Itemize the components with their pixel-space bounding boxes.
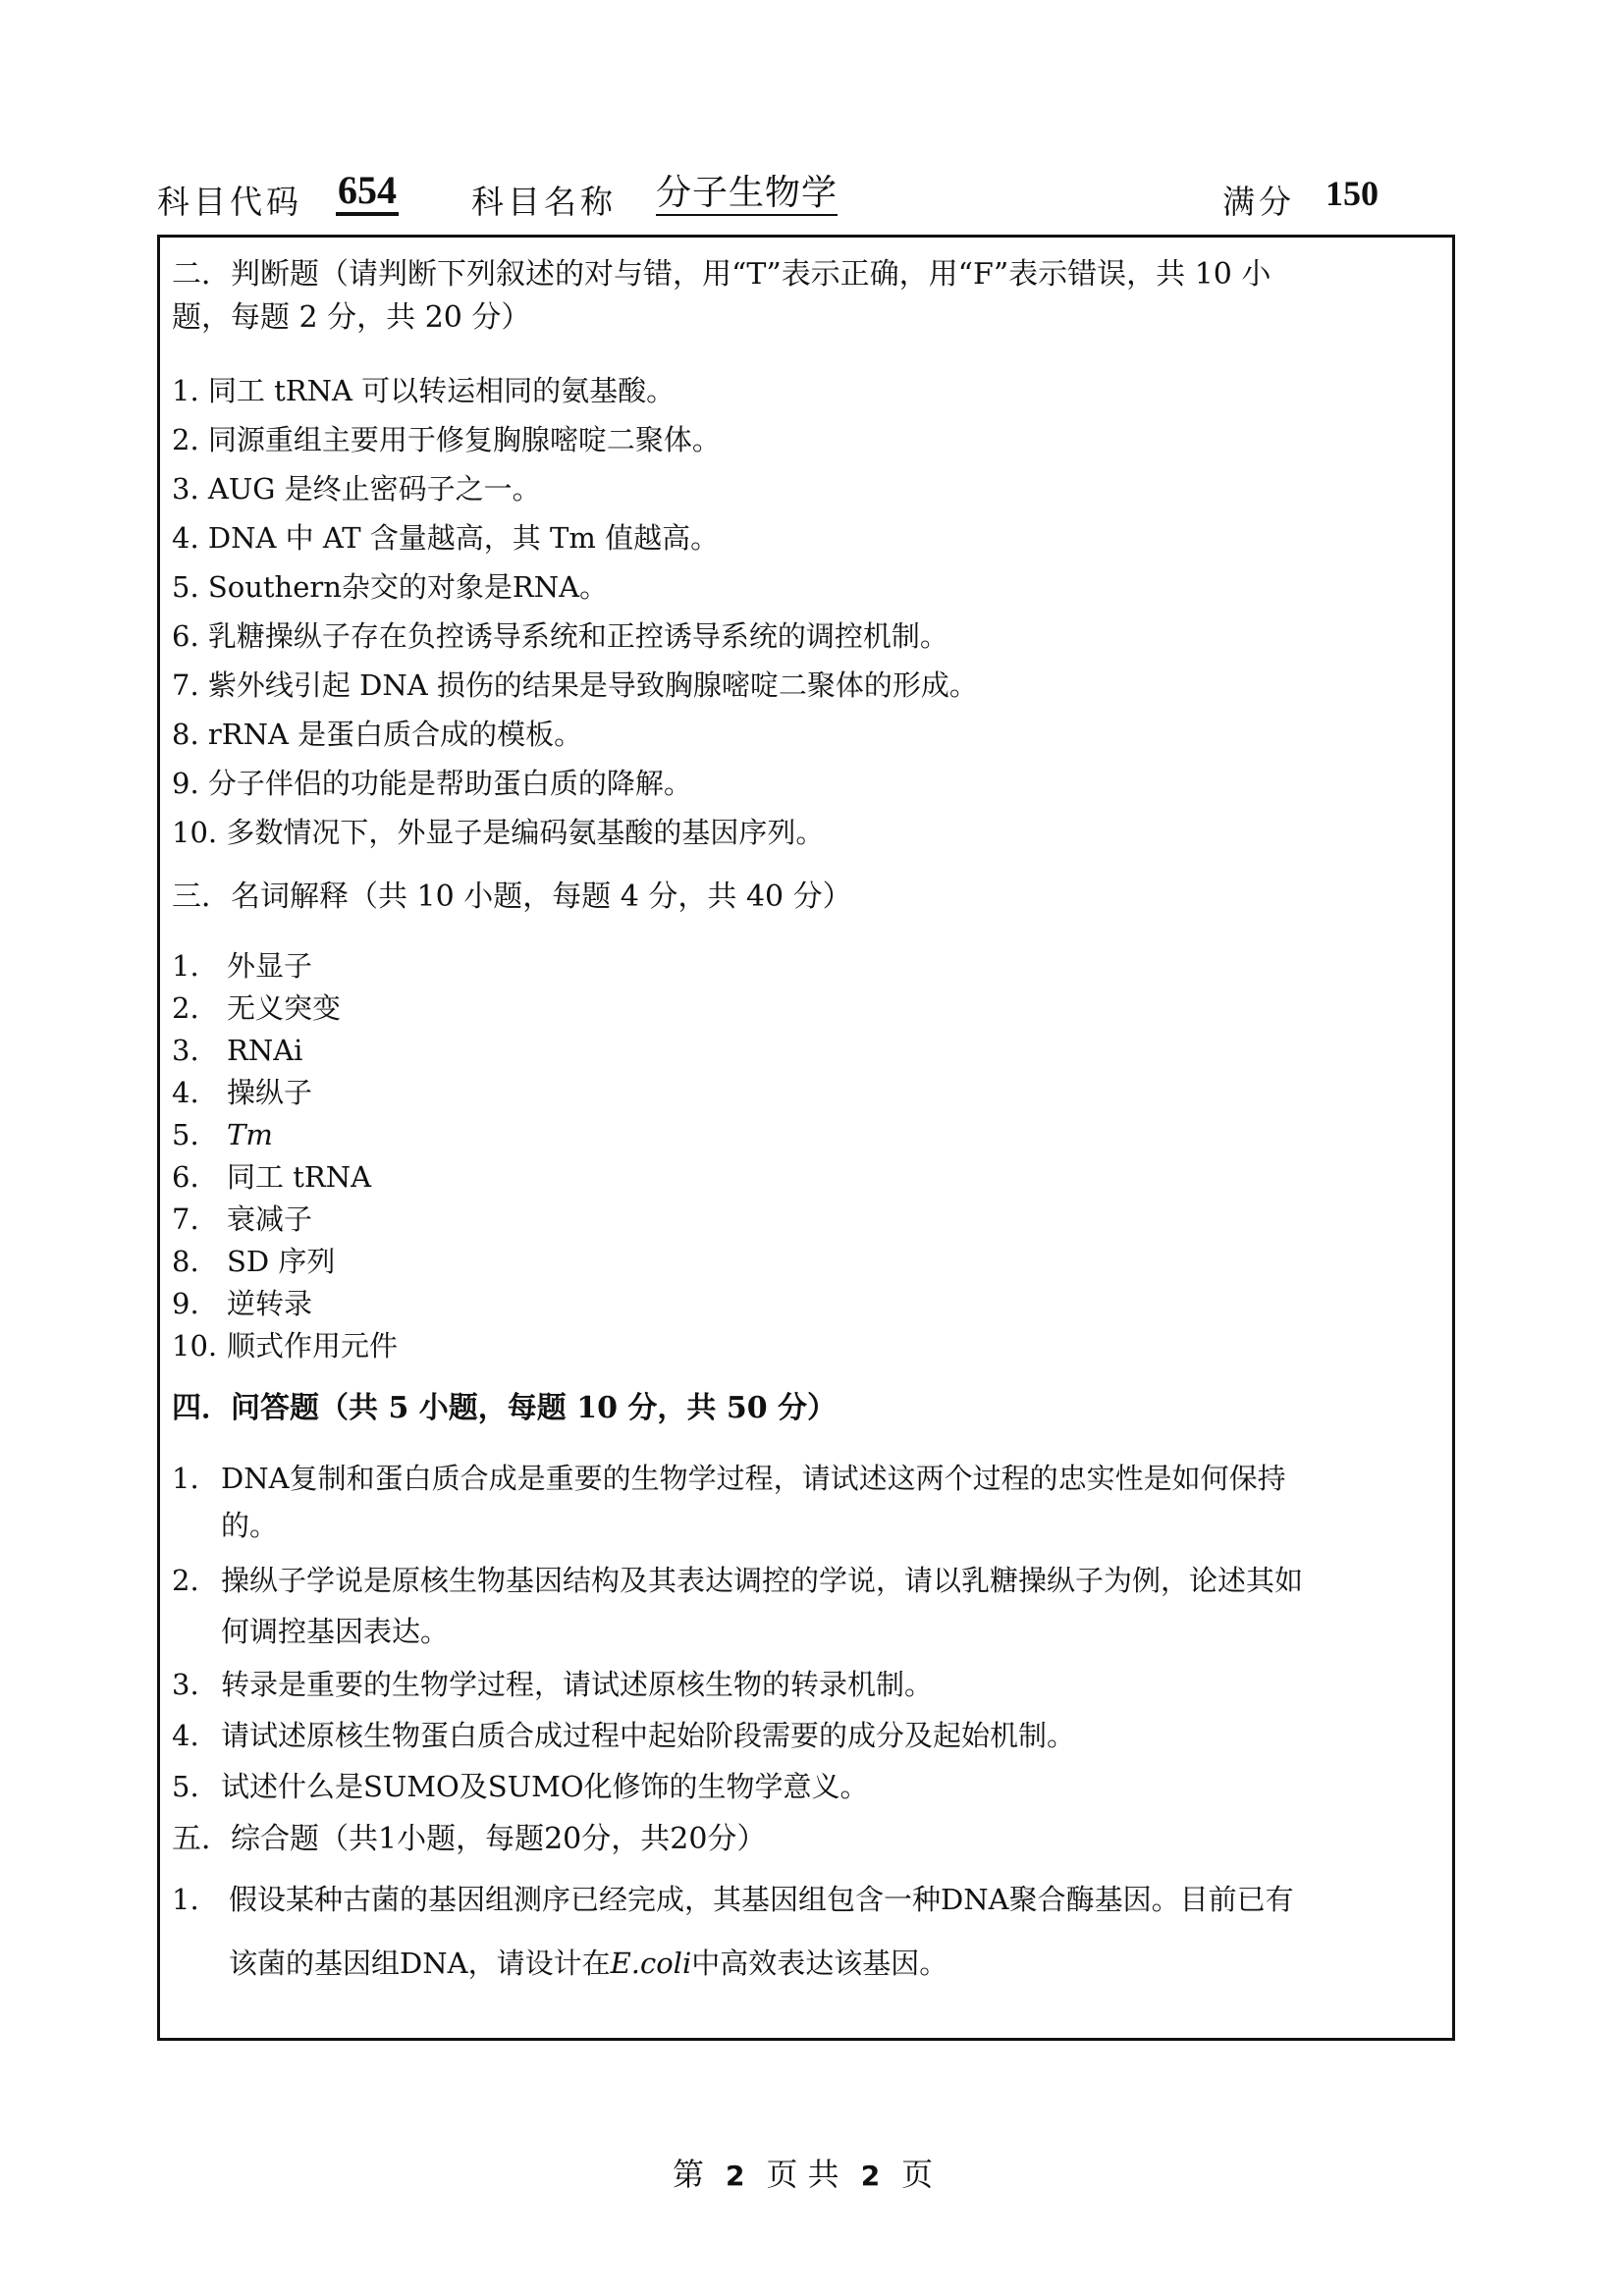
- full-score-label: 满分: [1222, 183, 1295, 221]
- comp-text-pre: 该菌的基因组DNA，请设计在: [229, 1947, 611, 1980]
- term-num: 10.: [172, 1329, 218, 1362]
- qa-item-5: [172, 1769, 869, 1804]
- term-item-3: [172, 1033, 302, 1068]
- section-2-title: 二．判断题（请判断下列叙述的对与错，用“T”表示正确，用“F”表示错误，共 10 小: [172, 257, 1271, 292]
- qa-item-2-cont: 何调控基因表达。: [221, 1615, 450, 1648]
- qa-text: DNA复制和蛋白质合成是重要的生物学过程，请试述这两个过程的忠实性是如何保持: [221, 1462, 1286, 1495]
- judge-item-4: 4. DNA 中 AT 含量越高，其 Tm 值越高。: [172, 521, 720, 555]
- term-item-5: [172, 1117, 273, 1152]
- judge-item-2: 2. 同源重组主要用于修复胸腺嘧啶二聚体。: [172, 423, 721, 456]
- section-4-title: 四．问答题（共 5 小题，每题 10 分，共 50 分）: [172, 1391, 838, 1425]
- term-num: 1.: [172, 949, 199, 983]
- qa-text: 操纵子学说是原核生物基因结构及其表达调控的学说，请以乳糖操纵子为例，论述其如: [221, 1564, 1304, 1597]
- term-num: 2.: [172, 991, 199, 1025]
- current-page: 2: [726, 2160, 745, 2192]
- term-text: 衰减子: [227, 1202, 313, 1236]
- exam-header: [157, 169, 1463, 224]
- question-box: [157, 235, 1455, 2041]
- judge-item-6: 6. 乳糖操纵子存在负控诱导系统和正控诱导系统的调控机制。: [172, 619, 948, 653]
- comp-num: 1.: [172, 1883, 199, 1916]
- term-num: 8.: [172, 1245, 199, 1278]
- term-num: 6.: [172, 1160, 199, 1194]
- qa-num: 3.: [172, 1668, 199, 1701]
- qa-text: 试述什么是SUMO及SUMO化修饰的生物学意义。: [221, 1770, 869, 1803]
- comp-text: 假设某种古菌的基因组测序已经完成，其基因组包含一种DNA聚合酶基因。目前已有: [229, 1883, 1294, 1916]
- full-score-value: 150: [1325, 174, 1379, 213]
- judge-item-10: 10. 多数情况下，外显子是编码氨基酸的基因序列。: [172, 816, 825, 849]
- qa-num: 2.: [172, 1564, 199, 1597]
- footer-post: 页: [901, 2156, 934, 2193]
- qa-num: 5.: [172, 1770, 199, 1803]
- judge-item-1: 1. 同工 tRNA 可以转运相同的氨基酸。: [172, 374, 676, 407]
- judge-item-5: 5. Southern杂交的对象是RNA。: [172, 570, 609, 604]
- subject-code-label: 科目代码: [157, 183, 302, 221]
- qa-text: 转录是重要的生物学过程，请试述原核生物的转录机制。: [221, 1668, 934, 1701]
- footer-mid: 页 共: [766, 2156, 839, 2193]
- qa-item-3: [172, 1667, 933, 1702]
- term-text: 外显子: [227, 949, 313, 983]
- term-text: 顺式作用元件: [227, 1329, 399, 1362]
- qa-num: 1.: [172, 1462, 199, 1495]
- subject-name-value: 分子生物学: [656, 173, 838, 216]
- qa-item-1-cont: 的。: [221, 1509, 279, 1542]
- term-item-6: [172, 1159, 371, 1195]
- term-item-4: [172, 1075, 312, 1110]
- term-text: 同工 tRNA: [227, 1160, 372, 1194]
- term-num: 5.: [172, 1118, 199, 1151]
- subject-code-value: 654: [336, 169, 399, 216]
- term-text: RNAi: [227, 1034, 303, 1067]
- comp-item-1-cont: [229, 1946, 947, 1981]
- term-text: 无义突变: [227, 991, 342, 1025]
- total-pages: 2: [860, 2160, 881, 2192]
- page-footer: [673, 2150, 933, 2195]
- comp-item-1: [172, 1882, 1294, 1917]
- footer-pre: 第: [673, 2156, 705, 2193]
- section-5-title: 五．综合题（共1小题，每题20分，共20分）: [172, 1822, 767, 1856]
- term-item-7: [172, 1201, 312, 1237]
- term-item-9: [172, 1286, 312, 1321]
- term-item-1: [172, 948, 312, 984]
- ecoli-italic: E.coli: [610, 1947, 692, 1980]
- qa-item-4: [172, 1718, 1075, 1753]
- term-text: SD 序列: [227, 1245, 336, 1278]
- term-item-2: [172, 990, 341, 1026]
- comp-text-post: 中高效表达该基因。: [691, 1947, 948, 1980]
- term-num: 9.: [172, 1287, 199, 1320]
- judge-item-7: 7. 紫外线引起 DNA 损伤的结果是导致胸腺嘧啶二聚体的形成。: [172, 668, 978, 702]
- qa-item-1: [172, 1461, 1286, 1496]
- term-text: 逆转录: [227, 1287, 313, 1320]
- term-text-tm: Tm: [227, 1118, 273, 1151]
- judge-item-8: 8. rRNA 是蛋白质合成的模板。: [172, 718, 583, 751]
- term-item-10: [172, 1328, 398, 1363]
- qa-text: 请试述原核生物蛋白质合成过程中起始阶段需要的成分及起始机制。: [221, 1719, 1076, 1752]
- section-2-title-cont: 题，每题 2 分，共 20 分）: [172, 300, 531, 335]
- judge-item-3: 3. AUG 是终止密码子之一。: [172, 472, 541, 506]
- term-num: 7.: [172, 1202, 199, 1236]
- term-num: 3.: [172, 1034, 199, 1067]
- term-item-8: [172, 1244, 335, 1279]
- term-num: 4.: [172, 1076, 199, 1109]
- term-text: 操纵子: [227, 1076, 313, 1109]
- judge-item-9: 9. 分子伴侣的功能是帮助蛋白质的降解。: [172, 767, 692, 800]
- section-3-title: 三．名词解释（共 10 小题，每题 4 分，共 40 分）: [172, 880, 852, 914]
- qa-num: 4.: [172, 1719, 199, 1752]
- qa-item-2: [172, 1563, 1303, 1598]
- subject-name-label: 科目名称: [471, 183, 617, 221]
